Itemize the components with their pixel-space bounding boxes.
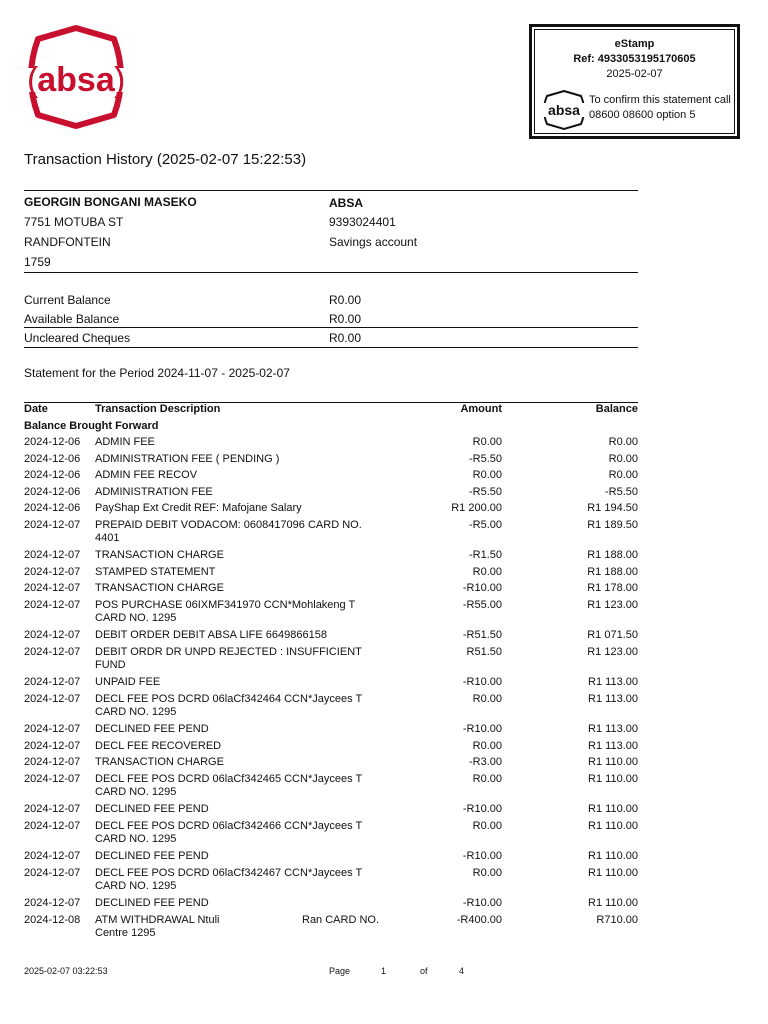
account-type: Savings account bbox=[329, 235, 418, 249]
row-description: ADMIN FEE bbox=[95, 436, 155, 448]
row-balance: R1 110.00 bbox=[588, 897, 638, 909]
row-date: 2024-12-07 bbox=[24, 819, 81, 832]
row-balance: R1 123.00 bbox=[587, 645, 638, 658]
row-date: 2024-12-07 bbox=[24, 565, 81, 578]
row-amount: R51.50 bbox=[466, 645, 502, 658]
row-balance: R710.00 bbox=[596, 913, 638, 926]
row-description: TRANSACTION CHARGE bbox=[95, 549, 224, 561]
row-amount: -R10.00 bbox=[462, 723, 502, 735]
statement-period: Statement for the Period 2024-11-07 - 2025-02-07 bbox=[24, 366, 290, 380]
customer-postcode: 1759 bbox=[24, 255, 51, 269]
row-date: 2024-12-07 bbox=[24, 692, 81, 705]
row-description: DECLINED FEE PEND bbox=[95, 850, 209, 862]
row-date: 2024-12-06 bbox=[24, 485, 81, 498]
row-date: 2024-12-06 bbox=[24, 452, 81, 465]
row-description: PREPAID DEBIT VODACOM: 0608417096 CARD NO. 4401 bbox=[95, 518, 362, 544]
row-date: 2024-12-07 bbox=[24, 850, 81, 862]
footer-page-total: 4 bbox=[459, 966, 465, 976]
absa-logo bbox=[22, 24, 130, 130]
row-balance: R1 113.00 bbox=[588, 723, 638, 735]
row-date: 2024-12-07 bbox=[24, 518, 81, 531]
divider bbox=[24, 347, 638, 348]
row-description: ADMINISTRATION FEE ( PENDING ) bbox=[95, 452, 280, 465]
row-amount: -R5.00 bbox=[468, 518, 502, 531]
row-balance: R1 188.00 bbox=[587, 549, 638, 561]
estamp-date: 2025-02-07 bbox=[606, 68, 663, 80]
row-amount: R0.00 bbox=[472, 819, 502, 832]
row-amount: -R51.50 bbox=[462, 629, 502, 641]
row-description: TRANSACTION CHARGE bbox=[95, 582, 224, 594]
row-amount: -R400.00 bbox=[456, 913, 502, 926]
row-amount: -R3.00 bbox=[468, 756, 502, 768]
row-balance: R1 110.00 bbox=[588, 850, 638, 862]
row-balance: R1 188.00 bbox=[587, 565, 638, 578]
row-description: DEBIT ORDER DEBIT ABSA LIFE 6649866158 bbox=[95, 629, 327, 641]
balance-value: R0.00 bbox=[329, 312, 362, 326]
header-description: Transaction Description bbox=[95, 403, 221, 415]
row-amount: -R55.00 bbox=[462, 598, 502, 611]
row-date: 2024-12-06 bbox=[24, 469, 81, 481]
row-balance: R0.00 bbox=[608, 469, 638, 481]
page-title: Transaction History (2025-02-07 15:22:53) bbox=[24, 151, 307, 168]
row-date: 2024-12-07 bbox=[24, 772, 81, 785]
row-balance: R1 113.00 bbox=[588, 739, 638, 752]
row-balance: R1 110.00 bbox=[588, 866, 638, 879]
footer-timestamp: 2025-02-07 03:22:53 bbox=[24, 966, 108, 976]
row-balance: R1 113.00 bbox=[588, 692, 638, 705]
row-date: 2024-12-07 bbox=[24, 803, 81, 815]
row-amount: R0.00 bbox=[472, 692, 502, 705]
bank-name: ABSA bbox=[329, 196, 364, 210]
balance-label: Available Balance bbox=[24, 312, 120, 326]
row-description: DECL FEE POS DCRD 06laCf342466 CCN*Jaycees T CARD NO. 1295 bbox=[95, 819, 362, 845]
divider bbox=[24, 327, 638, 328]
row-date: 2024-12-07 bbox=[24, 645, 81, 658]
row-balance: R1 123.00 bbox=[587, 598, 638, 611]
row-date: 2024-12-07 bbox=[24, 866, 81, 879]
header-balance: Balance bbox=[595, 403, 638, 415]
row-amount: R0.00 bbox=[472, 469, 502, 481]
row-description: DECL FEE POS DCRD 06laCf342465 CCN*Jaycees T CARD NO. 1295 bbox=[95, 772, 362, 798]
row-date: 2024-12-07 bbox=[24, 723, 81, 735]
customer-address-1: 7751 MOTUBA ST bbox=[24, 215, 124, 229]
row-description-extra: Ran CARD NO. bbox=[302, 913, 380, 926]
row-amount: -R5.50 bbox=[468, 452, 502, 465]
absa-seal-icon bbox=[541, 90, 587, 130]
row-date: 2024-12-07 bbox=[24, 549, 81, 561]
row-balance: R1 178.00 bbox=[587, 582, 638, 594]
header-amount: Amount bbox=[460, 403, 502, 415]
row-balance: R1 071.50 bbox=[587, 629, 638, 641]
row-description: ADMINISTRATION FEE bbox=[95, 485, 213, 498]
row-description: DECL FEE POS DCRD 06laCf342464 CCN*Jaycees T CARD NO. 1295 bbox=[95, 692, 362, 718]
row-amount: -R10.00 bbox=[462, 897, 502, 909]
divider bbox=[24, 190, 638, 191]
row-balance: R1 110.00 bbox=[588, 772, 638, 785]
row-description: DECL FEE POS DCRD 06laCf342467 CCN*Jaycees T CARD NO. 1295 bbox=[95, 866, 362, 892]
balance-label: Uncleared Cheques bbox=[24, 331, 131, 345]
row-amount: -R10.00 bbox=[462, 803, 502, 815]
svg-text:): ) bbox=[114, 61, 126, 99]
footer-page-label: Page bbox=[329, 966, 351, 976]
estamp-confirm: To confirm this statement call 08600 08600 option 5 bbox=[589, 94, 731, 121]
customer-address-2: RANDFONTEIN bbox=[24, 235, 111, 249]
row-amount: -R10.00 bbox=[462, 582, 502, 594]
estamp-ref: Ref: 4933053195170605 bbox=[573, 53, 696, 65]
balance-value: R0.00 bbox=[329, 293, 362, 307]
row-description: TRANSACTION CHARGE bbox=[95, 756, 224, 768]
row-description: DECLINED FEE PEND bbox=[95, 897, 209, 909]
row-date: 2024-12-06 bbox=[24, 436, 81, 448]
row-description: DECLINED FEE PEND bbox=[95, 803, 209, 815]
estamp-title: eStamp bbox=[614, 38, 655, 50]
row-date: 2024-12-07 bbox=[24, 739, 81, 752]
row-description: POS PURCHASE 06IXMF341970 CCN*Mohlakeng T CARD NO. 1295 bbox=[95, 598, 356, 624]
divider bbox=[24, 402, 638, 403]
estamp-box bbox=[529, 24, 740, 139]
row-balance: R1 194.50 bbox=[587, 502, 638, 514]
row-balance: R0.00 bbox=[608, 452, 638, 465]
row-balance: R0.00 bbox=[608, 436, 638, 448]
row-date: 2024-12-07 bbox=[24, 897, 81, 909]
row-amount: R0.00 bbox=[472, 436, 502, 448]
row-amount: -R1.50 bbox=[468, 549, 502, 561]
divider bbox=[24, 272, 638, 273]
row-description: ATM WITHDRAWAL Ntuli Centre 1295 bbox=[95, 913, 220, 939]
svg-text:(: ( bbox=[27, 61, 39, 99]
row-balance: R1 113.00 bbox=[588, 676, 638, 688]
header-date: Date bbox=[24, 403, 48, 415]
row-date: 2024-12-07 bbox=[24, 598, 81, 611]
row-date: 2024-12-08 bbox=[24, 913, 81, 926]
row-description: ADMIN FEE RECOV bbox=[95, 469, 198, 481]
row-amount: R0.00 bbox=[472, 866, 502, 879]
row-description: DECLINED FEE PEND bbox=[95, 723, 209, 735]
row-description: STAMPED STATEMENT bbox=[95, 565, 216, 578]
row-description: DEBIT ORDR DR UNPD REJECTED : INSUFFICIENT FUND bbox=[95, 645, 362, 671]
logo-wordmark: absa bbox=[37, 61, 115, 99]
balance-label: Current Balance bbox=[24, 293, 111, 307]
svg-text:absa: absa bbox=[548, 102, 580, 118]
row-amount: R0.00 bbox=[472, 565, 502, 578]
row-balance: -R5.50 bbox=[604, 485, 638, 498]
row-description: PayShap Ext Credit REF: Mafojane Salary bbox=[95, 502, 302, 514]
row-date: 2024-12-06 bbox=[24, 502, 81, 514]
row-balance: R1 110.00 bbox=[588, 756, 638, 768]
row-amount: -R10.00 bbox=[462, 850, 502, 862]
row-date: 2024-12-07 bbox=[24, 629, 81, 641]
row-balance: R1 110.00 bbox=[588, 803, 638, 815]
row-date: 2024-12-07 bbox=[24, 676, 81, 688]
account-number: 9393024401 bbox=[329, 215, 396, 229]
row-description: UNPAID FEE bbox=[95, 676, 161, 688]
row-amount: R0.00 bbox=[472, 772, 502, 785]
row-amount: -R5.50 bbox=[468, 485, 502, 498]
footer-of-label: of bbox=[420, 966, 428, 976]
footer-page-number: 1 bbox=[381, 966, 387, 976]
customer-name: GEORGIN BONGANI MASEKO bbox=[24, 195, 197, 209]
row-balance: R1 189.50 bbox=[587, 518, 638, 531]
row-balance: R1 110.00 bbox=[588, 819, 638, 832]
balance-value: R0.00 bbox=[329, 331, 362, 345]
row-description: DECL FEE RECOVERED bbox=[95, 739, 222, 752]
row-date: 2024-12-07 bbox=[24, 582, 81, 594]
row-date: 2024-12-07 bbox=[24, 756, 81, 768]
row-amount: R1 200.00 bbox=[451, 502, 502, 514]
balance-brought-forward: Balance Brought Forward bbox=[24, 420, 159, 432]
row-amount: -R10.00 bbox=[462, 676, 502, 688]
row-amount: R0.00 bbox=[472, 739, 502, 752]
